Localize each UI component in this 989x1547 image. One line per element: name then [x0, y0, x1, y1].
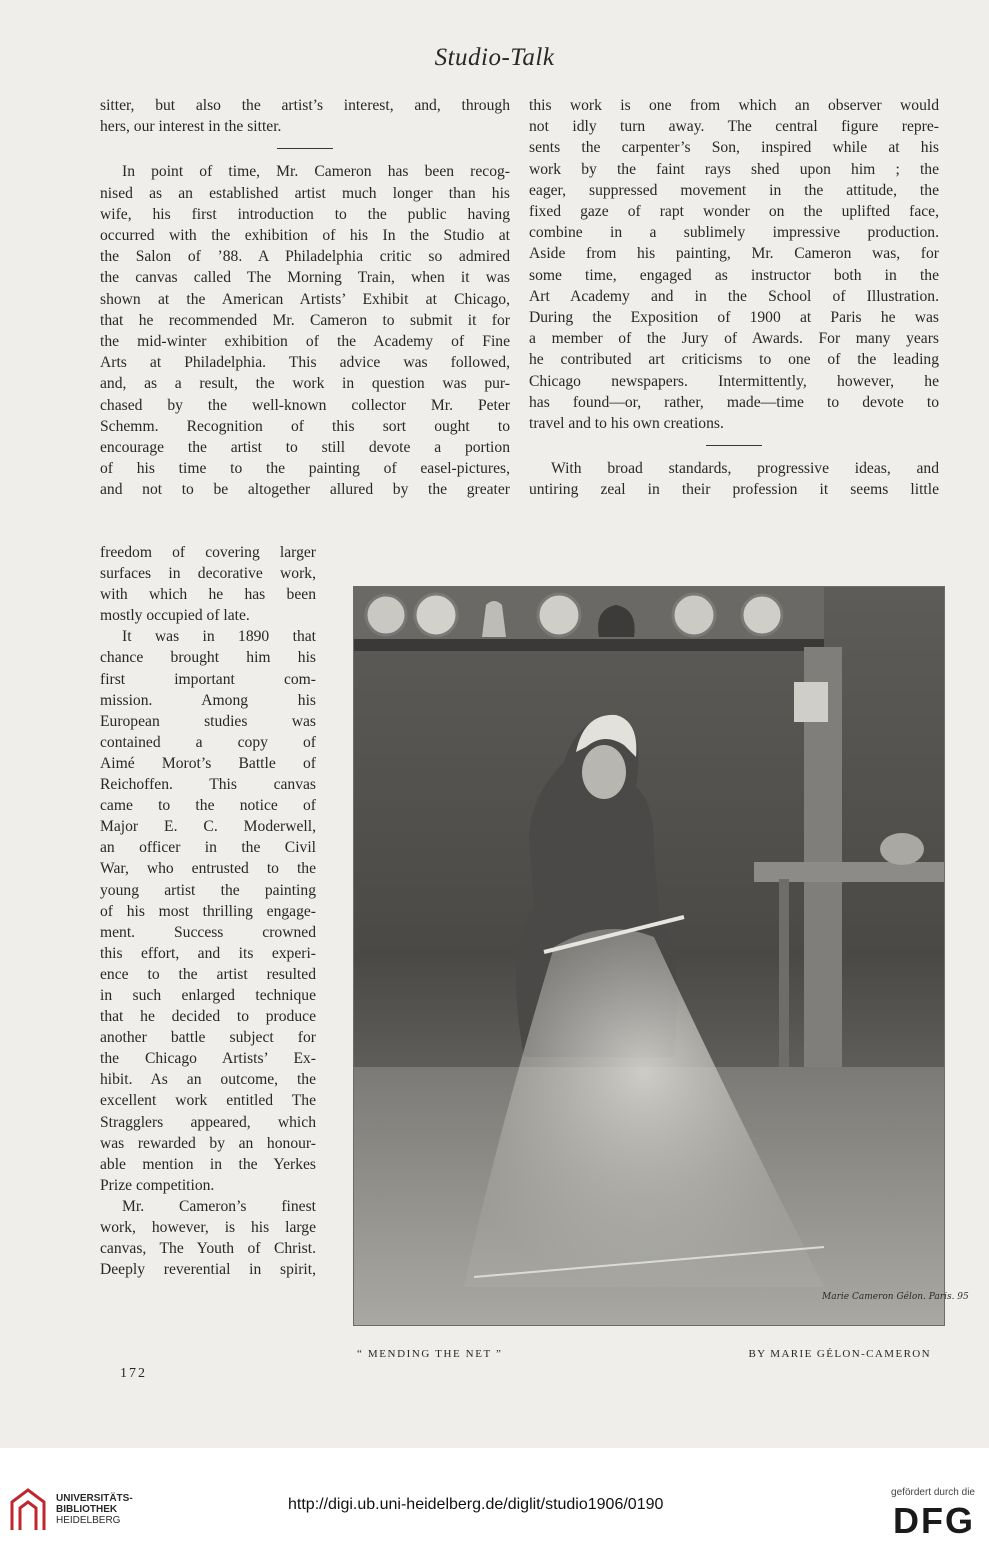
- text-line: of his time to the painting of easel-pictures,: [100, 460, 510, 478]
- text-line: the mid-winter exhibition of the Academy of Fine: [100, 333, 510, 351]
- text-line: freedom of covering larger: [100, 544, 316, 561]
- plate-icon: [366, 595, 406, 635]
- text-line: Schemm. Recognition of this sort ought to: [100, 417, 510, 435]
- text-line: first important com-: [100, 670, 316, 688]
- text-line: eager, suppressed movement in the attitude, the: [529, 181, 939, 199]
- text-line: chased by the well-known collector Mr. Peter: [100, 396, 510, 414]
- text-line: was rewarded by an honour-: [100, 1134, 316, 1152]
- face: [582, 745, 626, 799]
- left-column-narrow: [100, 542, 316, 1280]
- text-line: this work is one from which an observer would: [529, 97, 939, 114]
- text-line: Deeply reverential in spirit,: [100, 1261, 316, 1279]
- library-name: [56, 1493, 133, 1526]
- text-line: Major E. C. Moderwell,: [100, 818, 316, 836]
- text-line: nised as an established artist much longer than his: [100, 184, 510, 202]
- text-line: of his most thrilling engage-: [100, 902, 316, 920]
- text-line: sitter, but also the artist’s interest, and, through: [100, 97, 510, 114]
- text-line: hibit. As an outcome, the: [100, 1071, 316, 1089]
- text-line: It was in 1890 that: [122, 628, 316, 646]
- text-line: another battle subject for: [100, 1029, 316, 1047]
- text-line: With broad standards, progressive ideas, and: [551, 460, 939, 478]
- text-line: some time, engaged as instructor both in the: [529, 266, 939, 284]
- library-name-line3: HEIDELBERG: [56, 1515, 121, 1526]
- plate-caption-title: “ MENDING THE NET ”: [357, 1348, 503, 1360]
- text-line: the Chicago Artists’ Ex-: [100, 1050, 316, 1068]
- text-line: combine in a sublimely impressive production.: [529, 224, 939, 242]
- painting-mending-the-net: [354, 587, 969, 1325]
- text-line: chance brought him his: [100, 649, 316, 667]
- text-line: canvas, The Youth of Christ.: [100, 1240, 316, 1258]
- text-line: Chicago newspapers. Intermittently, however, he: [529, 372, 939, 390]
- text-line: During the Exposition of 1900 at Paris he was: [529, 309, 939, 327]
- text-line: and not to be altogether allured by the greater: [100, 481, 510, 499]
- text-line: work, however, is his large: [100, 1219, 316, 1236]
- text-line: Prize competition.: [100, 1176, 215, 1194]
- text-line: not idly turn away. The central figure repre-: [529, 118, 939, 136]
- text-line: Art Academy and in the School of Illustration.: [529, 287, 939, 305]
- text-line: that he decided to produce: [100, 1008, 316, 1026]
- text-line: Aside from his painting, Mr. Cameron was, for: [529, 245, 939, 263]
- text-line: In point of time, Mr. Cameron has been recog-: [122, 163, 510, 181]
- library-name-line1: UNIVERSITÄTS-: [56, 1493, 133, 1504]
- text-line: he contributed art criticisms to one of the leading: [529, 351, 939, 369]
- text-line: and, as a result, the work in question was pur-: [100, 375, 510, 393]
- text-line: young artist the painting: [100, 881, 316, 899]
- text-line: work by the faint rays shed upon him ; the: [529, 160, 939, 178]
- plate-icon: [742, 595, 782, 635]
- illustration-plate: [353, 586, 969, 1326]
- left-column: [100, 95, 510, 501]
- page-number: 172: [120, 1366, 147, 1381]
- cabbage: [880, 833, 924, 865]
- dfg-logo: DFG: [893, 1500, 975, 1541]
- text-line: fixed gaze of rapt wonder on the uplifted face,: [529, 203, 939, 221]
- text-line: Mr. Cameron’s finest: [122, 1197, 316, 1215]
- text-line: War, who entrusted to the: [100, 860, 316, 878]
- section-rule: [706, 445, 762, 446]
- running-head: Studio-Talk: [434, 44, 555, 71]
- plate-icon: [673, 594, 715, 636]
- text-line: wife, his first introduction to the public having: [100, 205, 510, 223]
- text-line: Aimé Morot’s Battle of: [100, 754, 316, 772]
- text-line: ment. Success crowned: [100, 923, 316, 941]
- text-line: sents the carpenter’s Son, inspired while at his: [529, 139, 939, 157]
- text-line: has found—or, rather, made—time to devote to: [529, 393, 939, 411]
- text-line: mission. Among his: [100, 691, 316, 709]
- text-line: mostly occupied of late.: [100, 607, 250, 625]
- text-line: a member of the Jury of Awards. For many years: [529, 330, 939, 348]
- text-line: shown at the American Artists’ Exhibit at Chicago,: [100, 290, 510, 308]
- plate-icon: [538, 594, 580, 636]
- text-line: the Salon of ’88. A Philadelphia critic so admired: [100, 248, 510, 266]
- text-line: able mention in the Yerkes: [100, 1155, 316, 1173]
- text-line: Arts at Philadelphia. This advice was followed,: [100, 354, 510, 372]
- text-line: the canvas called The Morning Train, when it was: [100, 269, 510, 287]
- shelf: [354, 637, 824, 651]
- text-line: ence to the artist resulted: [100, 965, 316, 983]
- text-line: Stragglers appeared, which: [100, 1113, 316, 1131]
- text-line: this effort, and its experi-: [100, 944, 316, 962]
- text-line: an officer in the Civil: [100, 839, 316, 857]
- text-line: in such enlarged technique: [100, 986, 316, 1004]
- text-line: contained a copy of: [100, 733, 316, 751]
- text-line: hers, our interest in the sitter.: [100, 118, 282, 136]
- text-line: with which he has been: [100, 586, 316, 604]
- plate-caption-artist: BY MARIE GÉLON-CAMERON: [748, 1348, 931, 1360]
- text-line: European studies was: [100, 712, 316, 730]
- text-line: Reichoffen. This canvas: [100, 776, 316, 794]
- text-line: encourage the artist to still devote a portion: [100, 439, 510, 457]
- text-line: occurred with the exhibition of his In the Studio at: [100, 227, 510, 245]
- library-name-line2: BIBLIOTHEK: [56, 1504, 118, 1515]
- wall-clock: [794, 682, 828, 722]
- footer-bar: [0, 1448, 989, 1547]
- funded-by-label: gefördert durch die: [891, 1487, 975, 1498]
- plate-icon: [415, 594, 457, 636]
- right-column: [529, 95, 939, 501]
- permalink-url[interactable]: http://digi.ub.uni-heidelberg.de/diglit/studio1906/0190: [288, 1496, 664, 1513]
- library-logo-icon: [8, 1488, 48, 1532]
- text-line: that he recommended Mr. Cameron to submit it for: [100, 311, 510, 329]
- section-rule: [277, 148, 333, 149]
- text-line: surfaces in decorative work,: [100, 565, 316, 583]
- text-line: excellent work entitled The: [100, 1092, 316, 1110]
- text-line: came to the notice of: [100, 797, 316, 815]
- artist-signature: Marie Cameron Gélon. Paris. 95: [822, 1292, 969, 1302]
- text-line: travel and to his own creations.: [529, 415, 724, 433]
- text-line: untiring zeal in their profession it seems little: [529, 481, 939, 499]
